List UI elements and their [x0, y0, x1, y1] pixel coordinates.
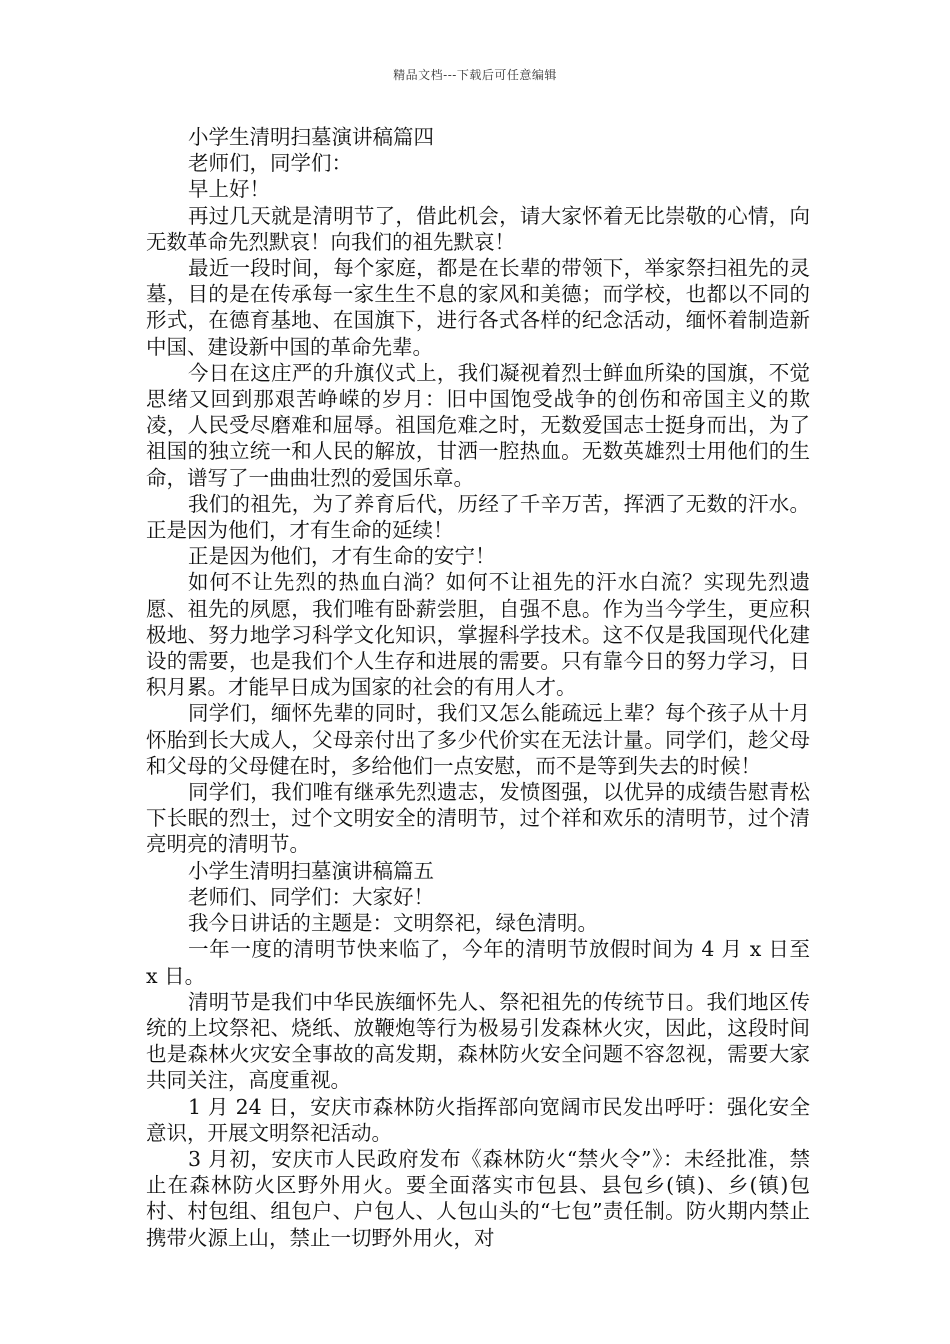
- greeting: 老师们，同学们：: [188, 151, 352, 176]
- paragraph: 再过几天就是清明节了，借此机会，请大家怀着无比崇敬的心情，向无数革命先烈默哀！向我们的祖先默哀！: [146, 203, 810, 254]
- greeting: 早上好！: [188, 177, 270, 202]
- paragraph: 如何不让先烈的热血白淌？如何不让祖先的汗水白流？实现先烈遗愿、祖先的夙愿，我们唯有卧薪尝胆，自强不息。作为当今学生，更应积极地、努力地学习科学文化知识，掌握科学技术。这不仅是我国现代化建设的需要，也是我们个人生存和进展的需要。只有靠今日的努力学习，日积月累。才能早日成为国家的社会的有用人才。: [146, 570, 810, 700]
- page-header: 精品文档---下载后可任意编辑: [393, 68, 557, 82]
- paragraph: 清明节是我们中华民族缅怀先人、祭祀祖先的传统节日。我们地区传统的上坟祭祀、烧纸、放鞭炮等行为极易引发森林火灾，因此，这段时间也是森林火灾安全事故的高发期，森林防火安全问题不容忽视，需要大家共同关注，高度重视。: [146, 989, 810, 1093]
- section-title-4: 小学生清明扫墓演讲稿篇四: [188, 125, 434, 149]
- paragraph: 3 月初，安庆市人民政府发布《森林防火“禁火令”》：未经批准，禁止在森林防火区野外用火。要全面落实市包县、县包乡(镇)、乡(镇)包村、村包组、组包户、户包人、人包山头的“七包”责任制。防火期内禁止携带火源上山，禁止一切野外用火，对: [146, 1146, 810, 1250]
- document-body: [146, 124, 810, 1251]
- paragraph: 我们的祖先，为了养育后代，历经了千辛万苦，挥洒了无数的汗水。 正是因为他们，才有生命的延续！: [146, 491, 810, 543]
- paragraph: 正是因为他们，才有生命的安宁！: [188, 544, 496, 569]
- paragraph: 同学们，缅怀先辈的同时，我们又怎么能疏远上辈？每个孩子从十月怀胎到长大成人，父母亲付出了多少代价实在无法计量。同学们，趁父母和父母的父母健在时，多给他们一点安慰，而不是等到失去的时候！: [146, 701, 810, 778]
- paragraph: 一年一度的清明节快来临了，今年的清明节放假时间为 4 月 x 日至 x 日。: [146, 937, 810, 988]
- greeting: 老师们、同学们：大家好！: [188, 884, 434, 909]
- paragraph: 今日在这庄严的升旗仪式上，我们凝视着烈士鲜血所染的国旗，不觉思绪又回到那艰苦峥嵘的岁月：旧中国饱受战争的创伤和帝国主义的欺凌，人民受尽磨难和屈辱。祖国危难之时，无数爱国志士挺身而出，为了祖国的独立统一和人民的解放，甘洒一腔热血。无数英雄烈士用他们的生命，谱写了一曲曲壮烈的爱国乐章。: [146, 360, 810, 490]
- paragraph: 同学们，我们唯有继承先烈遗志，发愤图强，以优异的成绩告慰青松下长眠的烈士，过个文明安全的清明节，过个祥和欢乐的清明节，过个清亮明亮的清明节。: [146, 780, 810, 857]
- paragraph: 我今日讲话的主题是：文明祭祀，绿色清明。: [188, 911, 598, 936]
- section-title-5: 小学生清明扫墓演讲稿篇五: [188, 858, 434, 883]
- paragraph: 最近一段时间，每个家庭，都是在长辈的带领下，举家祭扫祖先的灵墓，目的是在传承每一家生生不息的家风和美德；而学校，也都以不同的形式，在德育基地、在国旗下，进行各式各样的纪念活动，缅怀着制造新中国、建设新中国的革命先辈。: [146, 256, 810, 359]
- paragraph: 1 月 24 日，安庆市森林防火指挥部向宽阔市民发出呼吁：强化安全意识，开展文明祭祀活动。: [146, 1094, 810, 1145]
